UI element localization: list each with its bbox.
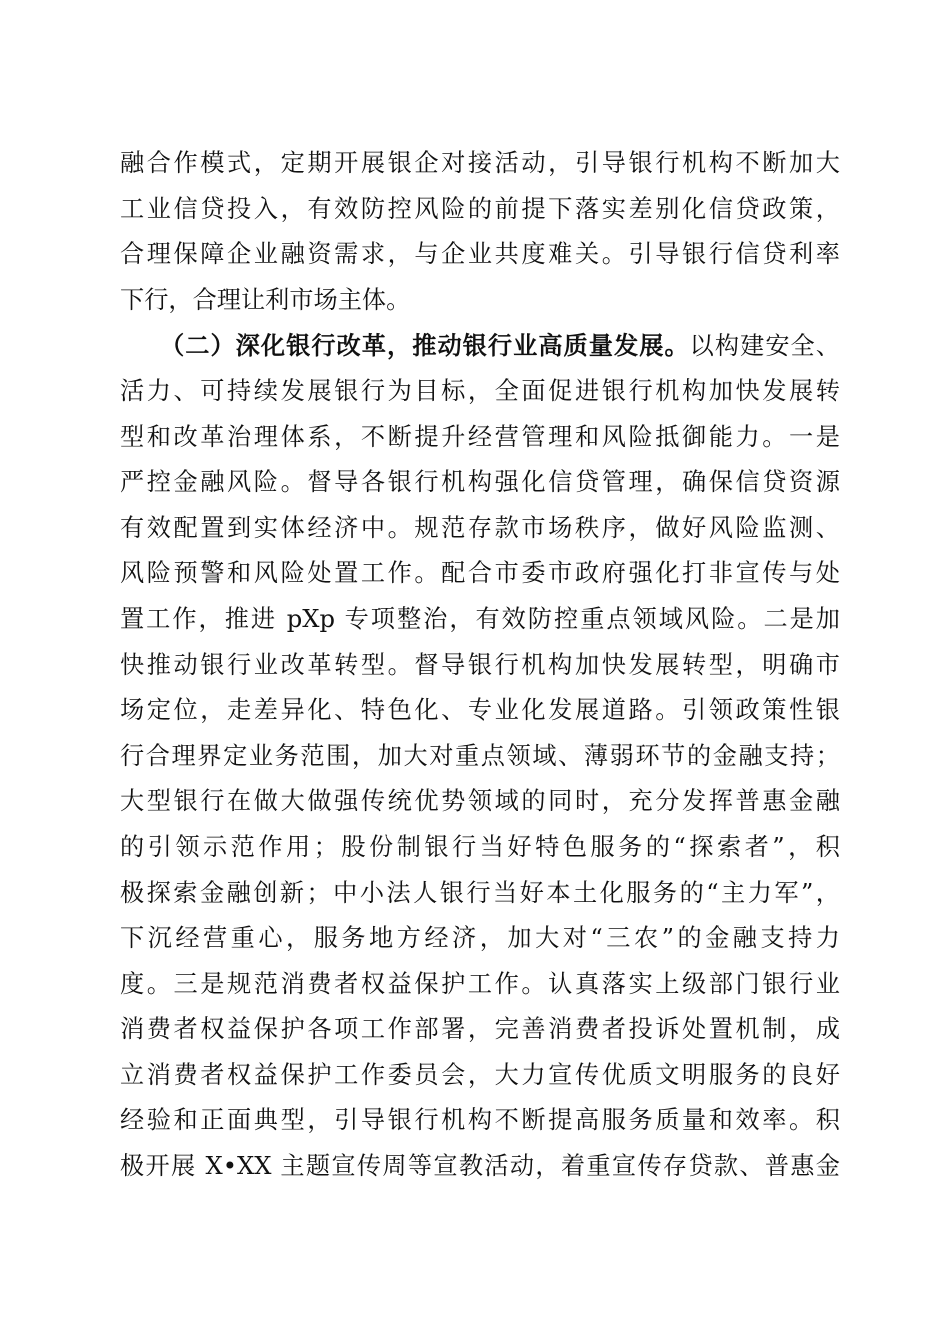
text-line: 立消费者权益保护工作委员会，大力宣传优质文明服务的良好 [120,1060,840,1089]
body-text [120,141,840,1190]
text-line: 活力、可持续发展银行为目标，全面促进银行机构加快发展转 [120,376,840,405]
paragraph-1 [120,141,840,323]
section-heading: （二）深化银行改革，推动银行业高质量发展。 [160,331,690,361]
text-line: 严控金融风险。督导各银行机构强化信贷管理，确保信贷资源 [120,468,840,497]
text-line [120,323,840,369]
text-line: 型和改革治理体系，不断提升经营管理和风险抵御能力。一是 [120,422,840,451]
text-line: 度。三是规范消费者权益保护工作。认真落实上级部门银行业 [120,969,840,998]
paragraph-2 [120,323,840,1189]
text-line: 场定位，走差异化、特色化、专业化发展道路。引领政策性银 [120,696,840,725]
text-line: 大型银行在做大做强传统优势领域的同时，充分发挥普惠金融 [120,787,840,816]
text-line: 快推动银行业改革转型。督导银行机构加快发展转型，明确市 [120,650,840,679]
text-line: 置工作，推进 pXp 专项整治，有效防控重点领域风险。二是加 [120,604,840,633]
text-line: 极探索金融创新；中小法人银行当好本土化服务的“主力军”， [120,878,840,907]
text-line: 工业信贷投入，有效防控风险的前提下落实差别化信贷政策， [120,194,840,223]
text-line: 风险预警和风险处置工作。配合市委市政府强化打非宣传与处 [120,559,840,588]
text-line: 消费者权益保护各项工作部署，完善消费者投诉处置机制，成 [120,1015,840,1044]
text-line: 下沉经营重心，服务地方经济，加大对“三农”的金融支持力 [120,924,840,953]
text-line: 的引领示范作用；股份制银行当好特色服务的“探索者”，积 [120,832,840,861]
text-line: 融合作模式，定期开展银企对接活动，引导银行机构不断加大 [120,149,840,177]
heading-line-rest: 以构建安全、 [689,332,840,361]
text-line: 行合理界定业务范围，加大对重点领域、薄弱环节的金融支持； [120,741,840,770]
text-line: 合理保障企业融资需求，与企业共度难关。引导银行信贷利率 [120,240,840,269]
text-line: 极开展 X•XX 主题宣传周等宣教活动，着重宣传存贷款、普惠金 [120,1152,840,1181]
text-line: 下行，合理让利市场主体。 [120,285,411,314]
text-line: 经验和正面典型，引导银行机构不断提高服务质量和效率。积 [120,1106,840,1135]
text-line: 有效配置到实体经济中。规范存款市场秩序，做好风险监测、 [120,513,840,542]
